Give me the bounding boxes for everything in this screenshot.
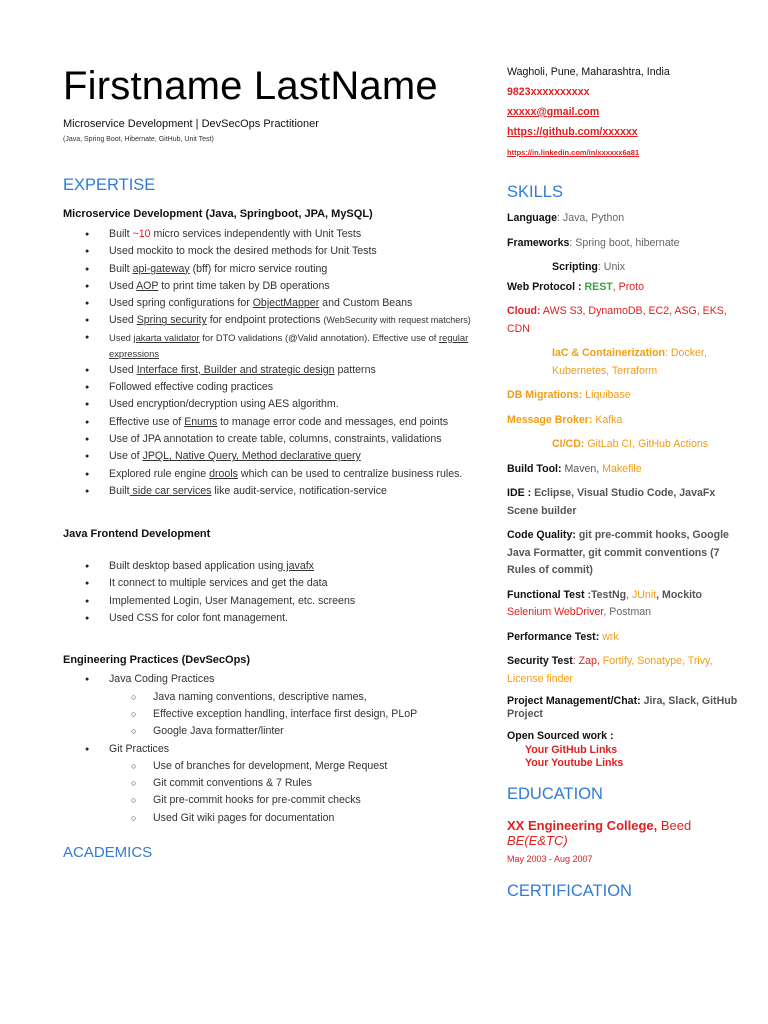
skill-ide: IDE : Eclipse, Visual Studio Code, JavaFx Scene builder [507,487,716,517]
skill-iac: IaC & Containerization: Docker, Kubernetes, Terraform [552,347,707,377]
sublist-item: ○ Used Git wiki pages for documentation [63,810,473,827]
list-item: ● Followed effective coding practices [63,379,473,396]
degree: BE(E&TC) [507,832,568,848]
college-name: XX Engineering College, Beed [507,817,692,833]
list-item: ● Effective use of Enums to manage error code and messages, end points [63,414,473,431]
skill-cicd: CI/CD: GitLab CI, GitHub Actions [552,438,709,450]
skills-heading: SKILLS [507,183,563,201]
youtube-links[interactable]: Your Youtube Links [525,757,624,769]
list-item: ● Git Practices [63,741,473,758]
skill-web-protocol: Web Protocol : REST, Proto [507,280,644,293]
sublist-item: ○ Git pre-commit hooks for pre-commit checks [63,792,473,809]
sublist-item: ○ Java naming conventions, descriptive names, [63,689,473,706]
github-links[interactable]: Your GitHub Links [525,743,618,756]
list-item: ● Java Coding Practices [63,671,473,688]
list-item: ● Used AOP to print time taken by DB operations [63,278,473,295]
skills-list [507,210,742,771]
sublist-item: ○ Git commit conventions & 7 Rules [63,775,473,792]
list-item: ● Use of JPA annotation to create table, columns, constraints, validations [63,431,473,448]
skill-scripting: Scripting: Unix [552,261,626,273]
education-heading: EDUCATION [507,784,603,803]
list-item: ● Built side car services like audit-service, notification-service [63,483,473,500]
education-entry [507,818,742,864]
list-item: ● Used Interface first, Builder and strategic design patterns [63,362,473,379]
expertise-heading: EXPERTISE [63,176,156,194]
skill-language: Language: Java, Python [507,212,625,224]
phone: 9823xxxxxxxxxx [507,86,590,98]
list-item: ● Built desktop based application using javafx [63,558,473,575]
left-column [63,60,473,861]
list-item: ● Use of JPQL, Native Query, Method declarative query [63,448,473,465]
list-item: ● It connect to multiple services and get the data [63,575,473,592]
list-item: ● Used CSS for color font management. [63,610,473,627]
list-item: ● Used spring configurations for ObjectMapper and Custom Beans [63,295,473,312]
education-dates: May 2003 - Aug 2007 [507,853,593,864]
linkedin-link[interactable]: https://in.linkedin.com/in/xxxxxx6a81 [507,148,640,157]
list-item: ● Implemented Login, User Management, etc. screens [63,593,473,610]
skill-project-management: Project Management/Chat: Jira, Slack, GitHub Project [507,695,738,720]
tech-line: (Java, Spring Boot, Hibernate, GitHub, Unit Test) [63,136,214,143]
skill-build-tool: Build Tool: Maven, Makefile [507,462,642,475]
candidate-name: Firstname LastName [63,64,438,108]
list-item: ● Explored rule engine drools which can be used to centralize business rules. [63,466,473,483]
list-item: ● Used Spring security for endpoint protections (WebSecurity with request matchers) [63,312,473,329]
skill-db-migrations: DB Migrations: Liquibase [507,389,631,401]
skill-frameworks: Frameworks: Spring boot, hibernate [507,236,680,249]
list-item: ● Used jakarta validator for DTO validations (@Valid annotation). Effective use of regular expressions [63,330,473,362]
list-item: ● Built ~10 micro services independently with Unit Tests [63,226,473,243]
contact-block [507,62,742,163]
skill-functional-test: Functional Test :TestNg, JUnit, Mockito Selenium WebDriver, Postman [507,588,703,618]
engineering-subheading: Engineering Practices (DevSecOps) [63,654,251,667]
certification-heading: CERTIFICATION [507,881,632,900]
java-practices-sublist [63,689,473,741]
right-column [507,62,742,901]
sublist-item: ○ Effective exception handling, interface first design, PLoP [63,706,473,723]
list-item: ● Used mockito to mock the desired methods for Unit Tests [63,243,473,260]
skill-performance-test: Performance Test: wrk [507,630,619,643]
microservice-list [63,226,473,500]
academics-heading: ACADEMICS [63,844,153,862]
frontend-subheading: Java Frontend Development [63,528,211,541]
github-link[interactable]: https://github.com/xxxxxx [507,126,638,138]
address: Wagholi, Pune, Maharashtra, India [507,66,670,78]
skill-code-quality: Code Quality: git pre-commit hooks, Google Java Formatter, git commit conventions (7 Rules of commit) [507,529,729,576]
sublist-item: ○ Use of branches for development, Merge Request [63,758,473,775]
skill-cloud: Cloud: AWS S3, DynamoDB, EC2, ASG, EKS, CDN [507,305,727,335]
engineering-list [63,671,473,688]
subtitle: Microservice Development | DevSecOps Practitioner [63,118,319,130]
list-item: ● Used encryption/decryption using AES algorithm. [63,396,473,413]
git-practices-sublist [63,758,473,827]
list-item: ● Built api-gateway (bff) for micro service routing [63,261,473,278]
sublist-item: ○ Google Java formatter/linter [63,723,473,740]
skill-security-test: Security Test: Zap, Fortify, Sonatype, Trivy, License finder [507,655,713,685]
frontend-list [63,558,473,627]
skill-open-source: Open Sourced work : Your GitHub Links Your Youtube Links [507,730,624,769]
email-link[interactable]: xxxxx@gmail.com [507,106,600,118]
engineering-list-2 [63,741,473,758]
microservice-subheading: Microservice Development (Java, Springboot, JPA, MySQL) [63,208,373,220]
skill-message-broker: Message Broker: Kafka [507,413,623,426]
